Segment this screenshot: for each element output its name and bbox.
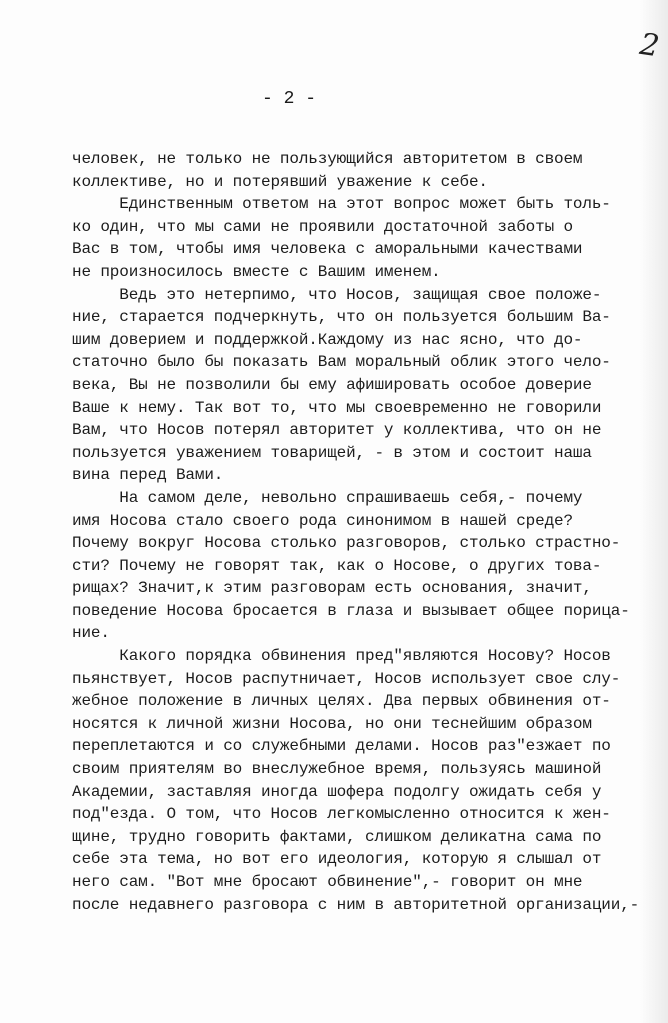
text-line: не произносилось вместе с Вашим именем. <box>72 262 441 281</box>
text-line: человек, не только не пользующийся авторитетом в своем <box>72 150 583 168</box>
text-line: сти? Почему не говорят так, как о Носове, о других това- <box>72 556 602 575</box>
text-line: ние. <box>72 624 110 643</box>
text-line: пользуется уважением товарищей, - в этом и состоит наша <box>72 443 592 462</box>
handwritten-page-mark: 2 <box>637 26 662 65</box>
text-line: под"езда. О том, что Носов легкомысленно относится к жен- <box>72 805 611 824</box>
text-line: Академии, заставляя иногда шофера подолгу ожидать себя у <box>72 782 602 801</box>
text-line: Ведь это нетерпимо, что Носов, защищая свое положе- <box>72 285 602 304</box>
text-line: статочно было бы показать Вам моральный облик этого чело- <box>72 353 611 372</box>
text-line: Единственным ответом на этот вопрос может быть толь- <box>72 195 611 214</box>
text-line: себе эта тема, но вот его идеология, которую я слышал от <box>72 850 602 869</box>
text-line: рищах? Значит,к этим разговорам есть основания, значит, <box>72 579 592 598</box>
text-line: пьянствует, Носов распутничает, Носов использует свое слу- <box>72 669 621 688</box>
text-line: вина перед Вами. <box>72 466 224 485</box>
text-line: своим приятелям во внеслужебное время, пользуясь машиной <box>72 760 602 779</box>
text-line: Вас в том, чтобы имя человека с аморальными качествами <box>72 240 583 259</box>
text-line: после недавнего разговора с ним в авторитетной организации,- <box>72 895 640 914</box>
text-line: коллективе, но и потерявший уважение к себе. <box>72 172 488 191</box>
text-line: шим доверием и поддержкой.Каждому из нас ясно, что до- <box>72 330 583 349</box>
text-line: века, Вы не позволили бы ему афишировать особое доверие <box>72 375 592 394</box>
document-body <box>72 148 639 916</box>
text-line: жебное положение в личных целях. Два первых обвинения от- <box>72 692 611 711</box>
text-line: переплетаются и со служебными делами. Носов раз"езжает по <box>72 737 611 756</box>
text-line: Какого порядка обвинения пред"являются Носову? Носов <box>72 647 611 666</box>
text-line: него сам. "Вот мне бросают обвинение",- говорит он мне <box>72 873 583 891</box>
text-line: Вам, что Носов потерял авторитет у коллектива, что он не <box>72 421 602 440</box>
text-line: имя Носова стало своего рода синонимом в нашей среде? <box>72 511 573 530</box>
text-line: носятся к личной жизни Носова, но они теснейшим образом <box>72 714 592 733</box>
text-line: ние, старается подчеркнуть, что он пользуется большим Ва- <box>72 308 611 327</box>
text-line: щине, трудно говорить фактами, слишком деликатна сама по <box>72 827 602 846</box>
text-line: Почему вокруг Носова столько разговоров, столько страстно- <box>72 534 621 553</box>
text-line: ко один, что мы сами не проявили достаточной заботы о <box>72 217 573 236</box>
text-line: На самом деле, невольно спрашиваешь себя,- почему <box>72 488 583 507</box>
page-number: - 2 - <box>262 89 317 109</box>
text-line: поведение Носова бросается в глаза и вызывает общее порица- <box>72 601 630 620</box>
text-line: Ваше к нему. Так вот то, что мы своевременно не говорили <box>72 398 602 417</box>
